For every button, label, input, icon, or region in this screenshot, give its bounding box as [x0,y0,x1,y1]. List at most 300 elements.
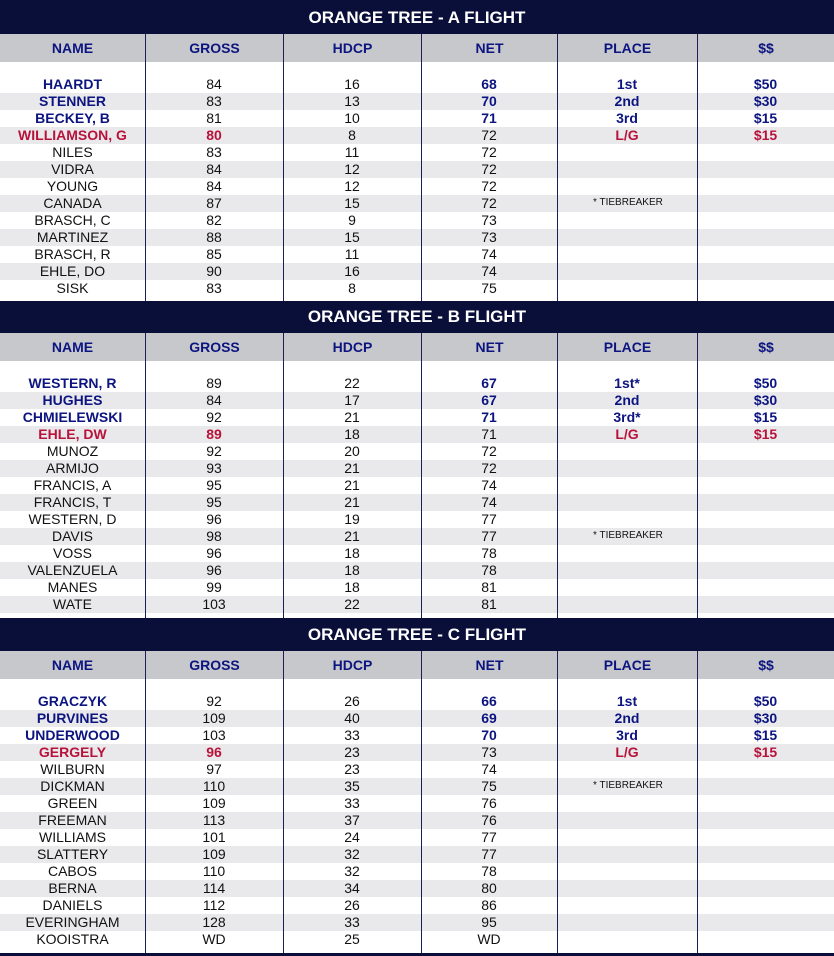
net-cell: 69 [481,710,497,726]
column-divider [283,62,284,301]
money-cell [697,477,834,494]
money-cell: $15 [753,110,778,126]
gross-cell: 96 [206,545,222,561]
place-cell: 2nd [614,392,640,408]
table-row [0,710,834,727]
money-cell: $30 [753,710,778,726]
hdcp-cell: 21 [344,477,360,493]
money-column-header: $$ [697,651,834,679]
gross-cell: 109 [202,710,226,726]
net-cell: 72 [481,127,497,143]
name-cell: MANES [47,579,98,595]
net-cell: 74 [481,477,497,493]
results-table [0,679,834,953]
gross-cell: 92 [206,693,222,709]
name-cell: FRANCIS, A [33,477,112,493]
gross-cell: 81 [206,110,222,126]
column-divider [557,361,558,618]
name-cell: EHLE, DW [38,426,107,442]
money-cell [697,914,834,931]
money-cell [697,246,834,263]
money-column-header: $$ [697,34,834,62]
hdcp-cell: 16 [344,263,360,279]
table-row [0,812,834,829]
place-cell: 1st* [614,375,640,391]
table-row [0,579,834,596]
name-column-header: NAME [51,40,94,56]
table-row [0,93,834,110]
money-cell [697,144,834,161]
net-cell: 72 [481,460,497,476]
money-cell [697,511,834,528]
column-header-row [0,34,834,62]
gross-cell: 84 [206,161,222,177]
table-row [0,178,834,195]
money-cell: $30 [753,93,778,109]
net-cell: 74 [481,263,497,279]
money-column-header: $$ [697,333,834,361]
results-table [0,62,834,301]
name-cell: CANADA [43,195,102,211]
net-cell: 68 [481,76,497,92]
money-cell [697,795,834,812]
table-row [0,863,834,880]
money-cell [697,528,834,545]
table-row [0,161,834,178]
gross-cell: 109 [202,795,226,811]
net-cell: 71 [481,409,497,425]
column-divider [697,62,698,301]
gross-cell: 98 [206,528,222,544]
gross-cell: 97 [206,761,222,777]
name-cell: HUGHES [42,392,103,408]
gross-cell: 90 [206,263,222,279]
hdcp-cell: 32 [344,846,360,862]
money-cell: $30 [753,392,778,408]
gross-cell: 80 [206,127,222,143]
column-header-row [0,333,834,361]
name-cell: YOUNG [46,178,99,194]
net-cell: 81 [481,596,497,612]
hdcp-cell: 10 [344,110,360,126]
money-cell [697,460,834,477]
name-cell: FREEMAN [38,812,107,828]
name-cell: CABOS [47,863,97,879]
hdcp-cell: 12 [344,161,360,177]
place-cell [557,263,697,280]
place-cell [557,477,697,494]
place-cell [557,545,697,562]
name-cell: VALENZUELA [27,562,118,578]
net-cell: 74 [481,246,497,262]
money-cell [697,596,834,613]
net-cell: 78 [481,562,497,578]
place-cell [557,246,697,263]
column-divider [697,361,698,618]
place-cell [557,863,697,880]
table-row [0,931,834,948]
net-cell: 74 [481,761,497,777]
column-divider [697,679,698,953]
money-cell [697,562,834,579]
net-cell: 75 [481,778,497,794]
hdcp-cell: 18 [344,562,360,578]
name-cell: BRASCH, C [34,212,111,228]
name-cell: GERGELY [38,744,107,760]
table-row [0,144,834,161]
place-cell: 3rd* [613,409,641,425]
table-row [0,897,834,914]
spacer-row [0,361,834,375]
money-cell: $15 [753,727,778,743]
tiebreaker-note: * TIEBREAKER [593,197,663,208]
name-cell: WESTERN, D [28,511,117,527]
place-cell [557,494,697,511]
gross-cell: 83 [206,280,222,296]
money-cell [697,863,834,880]
net-column-header: NET [421,333,557,361]
name-cell: EVERINGHAM [25,914,120,930]
money-cell [697,880,834,897]
table-row [0,528,834,545]
column-divider [421,62,422,301]
net-cell: 78 [481,545,497,561]
column-divider [145,361,146,618]
hdcp-cell: 17 [344,392,360,408]
gross-cell: 112 [202,897,226,913]
net-cell: WD [477,931,501,947]
hdcp-cell: 19 [344,511,360,527]
net-cell: 72 [481,195,497,211]
money-cell: $15 [753,127,778,143]
name-cell: KOOISTRA [36,931,109,947]
net-cell: 77 [481,846,497,862]
table-row [0,375,834,392]
place-cell [557,144,697,161]
name-cell: WESTERN, R [28,375,117,391]
hdcp-cell: 35 [344,778,360,794]
net-cell: 78 [481,863,497,879]
place-cell [557,443,697,460]
table-row [0,263,834,280]
name-cell: PURVINES [36,710,109,726]
table-row [0,846,834,863]
money-cell [697,545,834,562]
table-row [0,426,834,443]
net-cell: 77 [481,829,497,845]
gross-cell: 110 [202,778,226,794]
table-row [0,727,834,744]
table-row [0,477,834,494]
hdcp-cell: 22 [344,596,360,612]
place-cell: L/G [615,127,639,143]
net-cell: 72 [481,144,497,160]
hdcp-column-header: HDCP [283,333,421,361]
flight-title: ORANGE TREE - C FLIGHT [307,625,527,644]
name-cell: DANIELS [42,897,103,913]
place-cell: 3rd [616,110,638,126]
net-cell: 67 [481,392,497,408]
name-cell: MUNOZ [46,443,99,459]
money-cell [697,846,834,863]
place-column-header: PLACE [557,34,697,62]
gross-cell: 83 [206,93,222,109]
money-cell [697,778,834,795]
gross-cell: 84 [206,392,222,408]
spacer-row [0,62,834,76]
table-row [0,392,834,409]
gross-cell: 82 [206,212,222,228]
place-cell [557,846,697,863]
flight-title: ORANGE TREE - A FLIGHT [308,8,526,27]
hdcp-cell: 18 [344,426,360,442]
name-column-header: NAME [51,339,94,355]
gross-column-header: GROSS [145,34,283,62]
money-cell [697,931,834,948]
money-cell [697,229,834,246]
gross-cell: 84 [206,76,222,92]
place-cell [557,579,697,596]
name-column-header: NAME [51,657,94,673]
net-cell: 72 [481,161,497,177]
column-divider [145,62,146,301]
net-cell: 73 [481,229,497,245]
hdcp-cell: 25 [344,931,360,947]
place-cell [557,931,697,948]
table-row [0,494,834,511]
hdcp-cell: 15 [344,229,360,245]
net-cell: 66 [481,693,497,709]
hdcp-cell: 21 [344,494,360,510]
table-row [0,744,834,761]
gross-cell: 110 [202,863,226,879]
name-cell: WILLIAMSON, G [18,127,127,143]
name-cell: MARTINEZ [36,229,109,245]
gross-cell: 99 [206,579,222,595]
net-cell: 76 [481,795,497,811]
hdcp-cell: 8 [348,280,356,296]
hdcp-cell: 26 [344,897,360,913]
net-cell: 81 [481,579,497,595]
money-cell: $15 [753,744,778,760]
hdcp-cell: 23 [344,761,360,777]
place-cell: L/G [615,426,639,442]
gross-cell: 96 [206,511,222,527]
gross-cell: 113 [202,812,226,828]
name-cell: GRACZYK [37,693,108,709]
name-cell: VOSS [53,545,92,561]
net-cell: 73 [481,212,497,228]
hdcp-cell: 26 [344,693,360,709]
place-cell [557,212,697,229]
money-cell [697,195,834,212]
money-cell: $50 [753,693,778,709]
place-column-header: PLACE [557,651,697,679]
money-cell [697,812,834,829]
table-row [0,460,834,477]
money-cell [697,494,834,511]
gross-cell: 92 [206,443,222,459]
table-row [0,443,834,460]
money-cell [697,897,834,914]
hdcp-cell: 33 [344,727,360,743]
table-row [0,511,834,528]
name-cell: EHLE, DO [39,263,106,279]
hdcp-cell: 34 [344,880,360,896]
table-row [0,562,834,579]
place-cell [557,229,697,246]
column-divider [283,679,284,953]
place-cell: 3rd [616,727,638,743]
gross-cell: 103 [202,596,226,612]
net-column-header: NET [421,34,557,62]
place-cell [557,761,697,778]
net-cell: 67 [481,375,497,391]
hdcp-cell: 21 [344,460,360,476]
gross-cell: 96 [206,562,222,578]
gross-cell: 92 [206,409,222,425]
column-header-row [0,651,834,679]
hdcp-cell: 37 [344,812,360,828]
table-row [0,127,834,144]
gross-cell: 83 [206,144,222,160]
name-cell: SLATTERY [36,846,109,862]
net-cell: 70 [481,727,497,743]
name-cell: BECKEY, B [35,110,110,126]
place-cell [557,562,697,579]
net-cell: 80 [481,880,497,896]
hdcp-cell: 16 [344,76,360,92]
gross-cell: 109 [202,846,226,862]
name-cell: SISK [56,280,89,296]
money-cell [697,579,834,596]
name-cell: WATE [53,596,92,612]
place-cell: 1st [616,693,638,709]
hdcp-column-header: HDCP [283,651,421,679]
hdcp-cell: 15 [344,195,360,211]
name-cell: BRASCH, R [34,246,111,262]
net-cell: 95 [481,914,497,930]
gross-cell: 95 [206,494,222,510]
column-divider [145,679,146,953]
name-cell: FRANCIS, T [33,494,112,510]
gross-cell: 89 [206,426,222,442]
name-cell: DICKMAN [40,778,105,794]
gross-cell: 88 [206,229,222,245]
name-cell: UNDERWOOD [25,727,120,743]
gross-cell: 87 [206,195,222,211]
gross-cell: WD [202,931,226,947]
place-cell: 1st [616,76,638,92]
name-cell: GREEN [47,795,98,811]
place-cell: L/G [615,744,639,760]
name-cell: ARMIJO [46,460,99,476]
net-cell: 86 [481,897,497,913]
hdcp-cell: 12 [344,178,360,194]
place-cell [557,829,697,846]
net-cell: 75 [481,280,497,296]
gross-cell: 84 [206,178,222,194]
money-cell: $50 [753,375,778,391]
money-cell [697,212,834,229]
hdcp-cell: 33 [344,795,360,811]
place-column-header: PLACE [557,333,697,361]
place-cell [557,280,697,297]
results-table [0,361,834,618]
table-row [0,195,834,212]
tiebreaker-note: * TIEBREAKER [593,530,663,541]
net-cell: 70 [481,93,497,109]
gross-column-header: GROSS [145,651,283,679]
table-row [0,880,834,897]
hdcp-cell: 32 [344,863,360,879]
table-row [0,212,834,229]
hdcp-cell: 18 [344,545,360,561]
money-cell [697,280,834,297]
place-cell: 2nd [614,710,640,726]
hdcp-cell: 40 [344,710,360,726]
net-cell: 72 [481,178,497,194]
money-cell: $15 [753,426,778,442]
table-row [0,914,834,931]
place-cell [557,178,697,195]
column-divider [421,679,422,953]
money-cell [697,161,834,178]
place-cell [557,795,697,812]
hdcp-cell: 11 [344,246,360,262]
hdcp-cell: 18 [344,579,360,595]
place-cell [557,460,697,477]
gross-cell: 95 [206,477,222,493]
gross-cell: 96 [206,744,222,760]
column-divider [557,62,558,301]
net-cell: 74 [481,494,497,510]
table-row [0,110,834,127]
hdcp-cell: 13 [344,93,360,109]
money-cell [697,263,834,280]
hdcp-cell: 24 [344,829,360,845]
table-row [0,545,834,562]
gross-cell: 103 [202,727,226,743]
net-cell: 71 [481,426,497,442]
money-cell [697,761,834,778]
money-cell [697,829,834,846]
name-cell: NILES [52,144,93,160]
table-row [0,761,834,778]
name-cell: HAARDT [42,76,103,92]
table-row [0,693,834,710]
net-column-header: NET [421,651,557,679]
table-row [0,596,834,613]
place-cell [557,511,697,528]
hdcp-column-header: HDCP [283,34,421,62]
hdcp-cell: 11 [344,144,360,160]
name-cell: STENNER [39,93,106,109]
hdcp-cell: 21 [344,409,360,425]
flight-title: ORANGE TREE - B FLIGHT [307,307,527,326]
net-cell: 77 [481,528,497,544]
tiebreaker-note: * TIEBREAKER [593,780,663,791]
gross-cell: 128 [202,914,226,930]
column-divider [557,679,558,953]
hdcp-cell: 23 [344,744,360,760]
name-cell: WILBURN [40,761,105,777]
hdcp-cell: 22 [344,375,360,391]
column-divider [421,361,422,618]
net-cell: 73 [481,744,497,760]
table-row [0,795,834,812]
place-cell [557,897,697,914]
